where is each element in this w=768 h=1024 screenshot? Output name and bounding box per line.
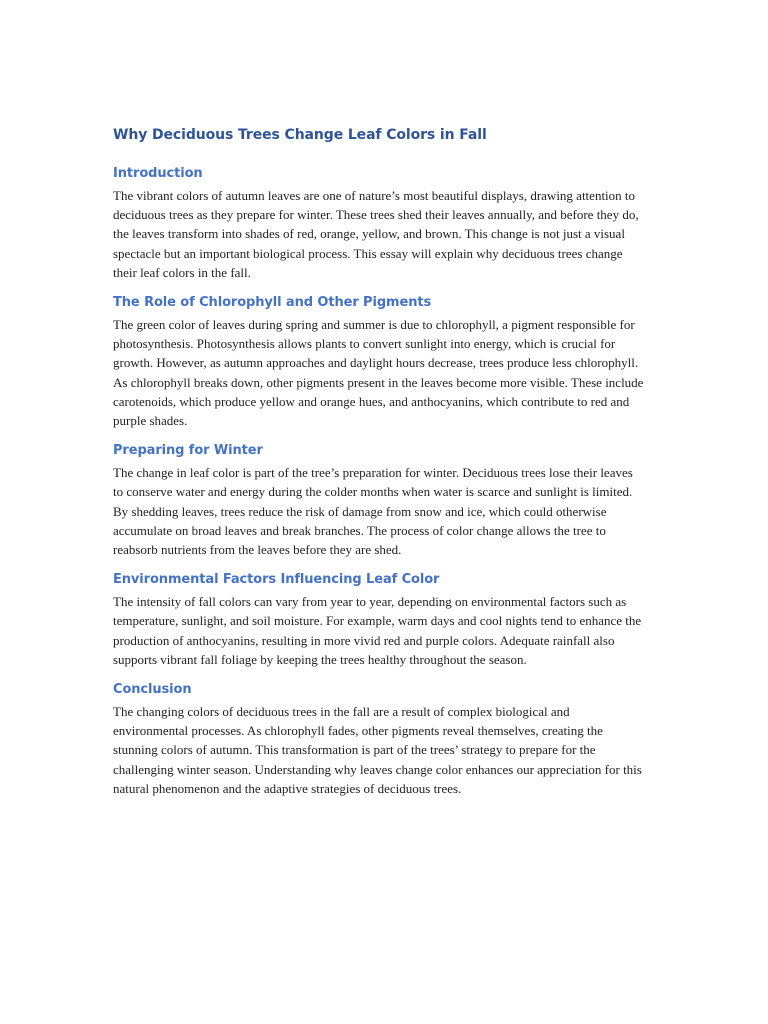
document-page <box>113 124 646 810</box>
section-heading: Preparing for Winter <box>113 443 263 459</box>
section-preparing-for-winter <box>113 442 646 559</box>
section-paragraph: The green color of leaves during spring and summer is due to chlorophyll, a pigment responsible for photosynthesis. Photosynthesis allows plants to convert sunlight into energy, which is crucial for growth. However, as autumn approaches and daylight hours decrease, trees produce less chlorophyll. As chlorophyll breaks down, other pigments present in the leaves become more visible. These include carotenoids, which produce yellow and orange hues, and anthocyanins, which contribute to red and purple shades. <box>113 317 644 429</box>
section-paragraph: The change in leaf color is part of the tree’s preparation for winter. Deciduous trees lose their leaves to conserve water and energy during the colder months when water is scarce and sunlight is limited. By shedding leaves, trees reduce the risk of damage from snow and ice, which could otherwise accumulate on broad leaves and break branches. The process of color change allows the tree to reabsorb nutrients from the leaves before they are shed. <box>113 465 633 558</box>
section-conclusion <box>113 681 646 798</box>
section-paragraph: The vibrant colors of autumn leaves are one of nature’s most beautiful displays, drawing attention to deciduous trees as they prepare for winter. These trees shed their leaves annually, and before they do, the leaves transform into shades of red, orange, yellow, and brown. This change is not just a visual spectacle but an important biological process. This essay will explain why deciduous trees change their leaf colors in the fall. <box>113 188 639 280</box>
section-heading: Environmental Factors Influencing Leaf Color <box>113 572 440 588</box>
section-heading: Conclusion <box>113 682 192 698</box>
section-introduction <box>113 165 646 282</box>
section-environmental-factors <box>113 571 646 669</box>
document-title: Why Deciduous Trees Change Leaf Colors in Fall <box>113 127 487 143</box>
section-chlorophyll <box>113 294 646 430</box>
section-paragraph: The changing colors of deciduous trees in the fall are a result of complex biological and environmental processes. As chlorophyll fades, other pigments reveal themselves, creating the stunning colors of autumn. This transformation is part of the trees’ strategy to prepare for the challenging winter season. Understanding why leaves change color enhances our appreciation for this natural phenomenon and the adaptive strategies of deciduous trees. <box>113 704 642 796</box>
section-paragraph: The intensity of fall colors can vary from year to year, depending on environmental factors such as temperature, sunlight, and soil moisture. For example, warm days and cool nights tend to enhance the production of anthocyanins, resulting in more vivid red and purple colors. Adequate rainfall also supports vibrant fall foliage by keeping the trees healthy throughout the season. <box>113 594 642 667</box>
section-heading: The Role of Chlorophyll and Other Pigments <box>113 295 432 311</box>
section-heading: Introduction <box>113 166 203 181</box>
